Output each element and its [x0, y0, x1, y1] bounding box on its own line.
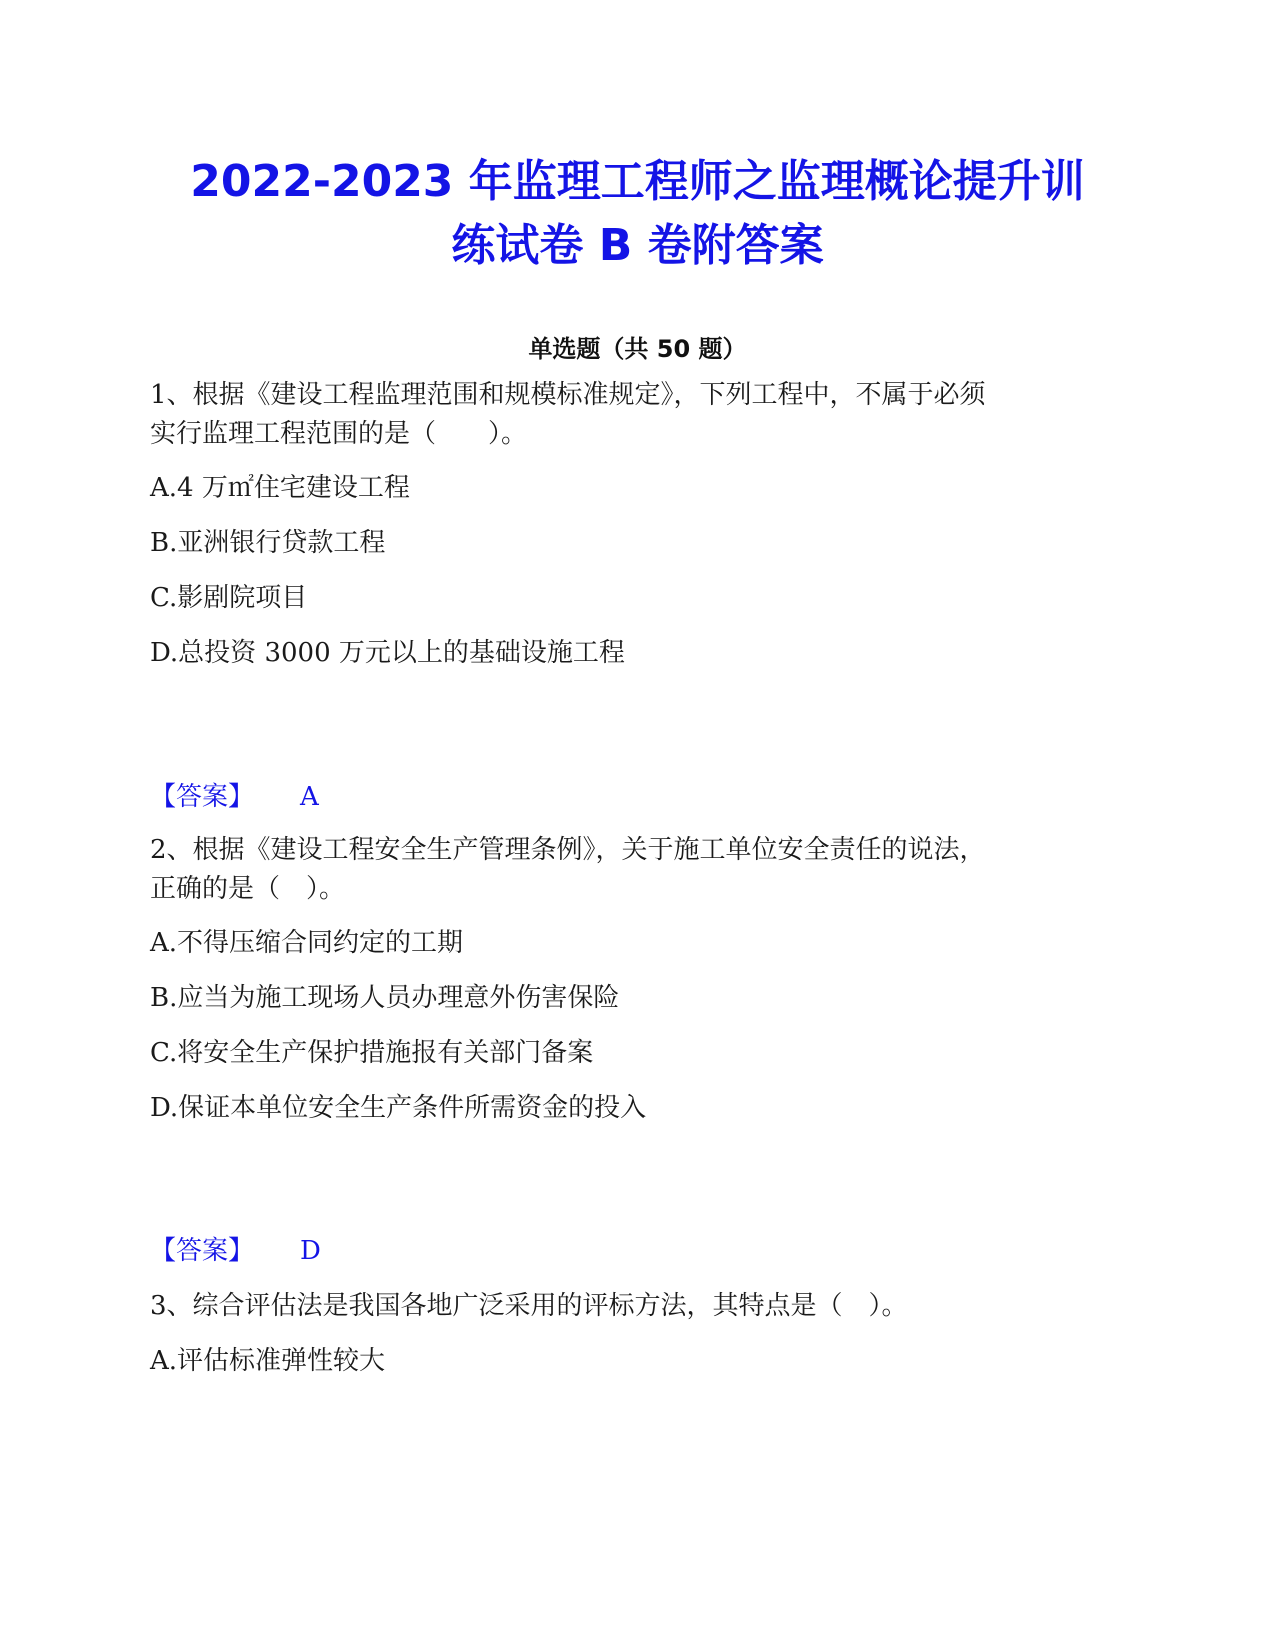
question-1-option-a: A.4 万㎡住宅建设工程 [150, 473, 410, 503]
question-1-option-c: C.影剧院项目 [150, 583, 308, 613]
question-1-stem-line-2: 实行监理工程范围的是（ ）。 [150, 419, 528, 449]
question-3-stem-line-1: 3、综合评估法是我国各地广泛采用的评标方法，其特点是（ ）。 [150, 1291, 908, 1321]
question-2-option-b: B.应当为施工现场人员办理意外伤害保险 [150, 983, 620, 1013]
answer-label: 【答案】 [150, 1236, 255, 1266]
document-title [100, 150, 1175, 278]
question-2-stem-line-2: 正确的是（ ）。 [150, 874, 346, 904]
question-1-option-b: B.亚洲银行贷款工程 [150, 528, 386, 558]
question-1-stem-line-1: 1、根据《建设工程监理范围和规模标准规定》，下列工程中，不属于必须 [150, 380, 986, 410]
question-2-option-a: A.不得压缩合同约定的工期 [150, 928, 464, 958]
question-2-answer [150, 1231, 321, 1271]
answer-value: D [300, 1236, 321, 1266]
question-1-option-d: D.总投资 3000 万元以上的基础设施工程 [150, 638, 625, 668]
question-2-stem-line-1: 2、根据《建设工程安全生产管理条例》，关于施工单位安全责任的说法， [150, 835, 986, 865]
title-line-1: 2022-2023 年监理工程师之监理概论提升训 [190, 156, 1085, 207]
answer-label: 【答案】 [150, 782, 255, 812]
question-2-option-c: C.将安全生产保护措施报有关部门备案 [150, 1038, 594, 1068]
title-line-2: 练试卷 B 卷附答案 [451, 220, 824, 271]
answer-value: A [300, 782, 319, 812]
question-2-option-d: D.保证本单位安全生产条件所需资金的投入 [150, 1093, 647, 1123]
question-1-answer [150, 777, 319, 817]
section-title: 单选题（共 50 题） [528, 335, 747, 363]
question-3-option-a: A.评估标准弹性较大 [150, 1346, 386, 1376]
